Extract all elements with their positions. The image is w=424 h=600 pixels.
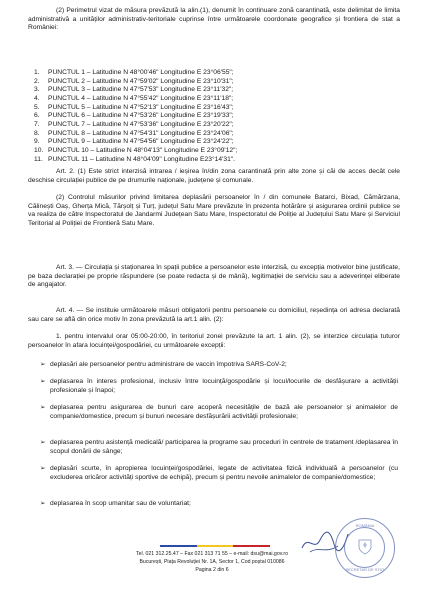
arrow-bullet-icon: ➢ <box>40 439 46 446</box>
coordinates-list <box>34 69 237 164</box>
coordinate-item <box>34 121 237 130</box>
arrow-bullet-icon: ➢ <box>40 404 46 411</box>
coordinate-item <box>34 86 237 95</box>
exception-item <box>40 500 398 509</box>
coordinate-number: 11. <box>34 155 43 163</box>
coordinate-text: PUNCTUL 4 – Latitudine N 47°55'42" Longitudine E 23°11'18"; <box>48 94 234 102</box>
footer-address: București, Piața Revoluției Nr. 1A, Sector 1, Cod poștal 010086 <box>139 559 285 565</box>
coordinate-item <box>34 138 237 147</box>
exception-text: deplasări ale persoanelor pentru administrare de vaccin împotriva SARS-CoV-2; <box>50 361 287 368</box>
exception-text: deplasarea în scop umanitar sau de voluntariat; <box>50 500 191 507</box>
coordinate-number: 1. <box>34 69 40 76</box>
coordinate-number: 8. <box>34 129 40 137</box>
coordinate-number: 7. <box>34 120 40 128</box>
footer-contact: Tel. 021 312.25.47 – Fax 021 313 71 55 – e-mail: dsu@mai.gov.ro <box>136 551 288 557</box>
exception-text: deplasarea pentru asistență medicală/ participarea la programe sau proceduri în centrele de tratament /deplasarea în scopul donării de sânge; <box>50 439 398 455</box>
coordinate-text: PUNCTUL 5 – Latitudine N 47°52'13" Longitudine E 23°16'43"; <box>48 103 234 111</box>
coordinate-item <box>34 78 237 87</box>
coordinate-number: 9. <box>34 138 40 146</box>
coordinate-item <box>34 147 237 156</box>
coordinate-text: PUNCTUL 1 – Latitudine N 48°00'46" Longitudine E 23°06'55"; <box>48 69 234 76</box>
coordinate-text: PUNCTUL 8 – Latitudine N 47°54'31" Longitudine E 23°24'06"; <box>48 129 234 137</box>
exception-item <box>40 361 398 370</box>
flag-yellow-stripe <box>197 545 234 547</box>
arrow-bullet-icon: ➢ <box>40 500 46 507</box>
paragraph-art3: Art. 3. — Circulația și staționarea în spații publice a persoanelor este interzisă, cu excepția motivelor bine justificate, pe baza declarației pe proprie răspundere (se poate redacta și de mână), legitimației de serviciu sau a adeverinței eliberate de angajator. <box>28 264 400 289</box>
official-stamp <box>335 518 395 578</box>
coordinate-item <box>34 130 237 139</box>
coordinate-number: 2. <box>34 77 40 85</box>
coordinate-text: PUNCTUL 9 – Latitudine N 47°54'56" Longitudine E 23°24'22"; <box>48 138 234 146</box>
coordinate-text: PUNCTUL 7 – Latitudine N 47°53'36" Longitudine E 23°20'22"; <box>48 120 234 128</box>
coordinate-item <box>34 156 237 165</box>
paragraph-art2-2: (2) Controlul măsurilor privind limitarea deplasării persoanelor în / din comunele Batarci, Bixad, Cămărzana, Călinești Oaș, Gherța Mică, Tărșolț și Turț, județul Satu Mare prevăzute în prezenta hotărâre și asigurarea ordinii publice se va realiza de către Inspectoratul de Jandarmi Județean Satu Mare, Inspectoratul de Poliție al Județului Satu Mare și Serviciul Teritorial al Poliției de Frontieră Satu Mare. <box>28 194 400 228</box>
arrow-bullet-icon: ➢ <box>40 465 46 472</box>
coordinate-number: 5. <box>34 103 40 111</box>
paragraph-art2-1: Art. 2. (1) Este strict interzisă intrarea / ieșirea în/din zona carantinată prin alte zone și căi de acces decât cele deschise circulației publice de pe drumurile naționale, județene și comunale. <box>28 168 400 184</box>
exception-item <box>40 439 398 456</box>
exception-text: deplasarea pentru asigurarea de bunuri care acoperă necesitățile de bază ale persoanelor și animalelor de companie/domestice, precum și bunuri necesare desfășurării activității profesionale; <box>50 404 398 420</box>
coordinate-text: PUNCTUL 2 – Latitudine N 47°59'02" Longitudine E 23°10'31"; <box>48 77 234 85</box>
coordinate-number: 4. <box>34 94 40 102</box>
flag-blue-stripe <box>160 545 197 547</box>
stamp-bottom-text: SECRETAR DE STAT <box>345 567 385 572</box>
coordinate-item <box>34 95 237 104</box>
exception-text: deplasarea în interes profesional, inclusiv între locuință/gospodărie și locul/locurile de desfășurare a activității profesionale și înapoi; <box>50 378 398 394</box>
coat-of-arms-icon <box>358 539 372 555</box>
exception-item <box>40 378 398 395</box>
coordinate-number: 3. <box>34 86 40 94</box>
coordinate-text: PUNCTUL 11 – Latitudine N 48°04'09" Longitudine E23°14'31". <box>48 155 236 163</box>
coordinate-text: PUNCTUL 3 – Latitudine N 47°57'53" Longitudine E 23°11'32"; <box>48 86 234 94</box>
paragraph-perimeter: (2) Perimetrul vizat de măsura prevăzută la alin.(1), denumit în continuare zonă carantinată, este delimitat de limita administrativă a unităților administrativ-teritoriale cuprinse între următoarele coordonate geografice și frontiera de stat a României: <box>28 7 400 32</box>
coordinate-text: PUNCTUL 6 – Latitudine N 47°53'26" Longitudine E 23°19'33"; <box>48 112 234 120</box>
exception-text: deplasări scurte, în apropierea locuinței/gospodăriei, legate de activitatea fizică individuală a persoanelor (cu excluderea oricăror activități sportive de echipă), precum și pentru nevoile animalelor de companie/domestice; <box>50 465 398 481</box>
flag-red-stripe <box>233 545 270 547</box>
stamp-top-text: ROMÂNIA <box>355 523 375 528</box>
coordinate-text: PUNCTUL 10 – Latitudine N 48°04'13" Longitudine E 23°09'12"; <box>48 146 238 154</box>
coordinate-item <box>34 104 237 113</box>
flag-tricolor-rule <box>160 545 270 547</box>
coordinate-item <box>34 112 237 121</box>
footer-page-number: Pagina 2 din 6 <box>195 567 229 573</box>
arrow-bullet-icon: ➢ <box>40 378 46 385</box>
exception-item <box>40 404 398 421</box>
arrow-bullet-icon: ➢ <box>40 361 46 368</box>
coordinate-number: 6. <box>34 112 40 120</box>
exception-item <box>40 465 398 482</box>
coordinate-number: 10. <box>34 146 44 154</box>
paragraph-art4-point1: 1. pentru intervalul orar 05:00-20:00, în teritoriul zonei prevăzute la art. 1 alin. (2), se interzice circulația tuturor persoanelor în afara locuinței/gospodăriei, cu următoarele excepții: <box>28 333 400 349</box>
paragraph-art4: Art. 4. — Se instituie următoarele măsuri obligatorii pentru persoanele cu domiciliul, reședința ori adresa declarată sau care se află din orice motiv în zona prevăzută la art.1 alin. (2): <box>28 307 400 323</box>
coordinate-item <box>34 69 237 78</box>
